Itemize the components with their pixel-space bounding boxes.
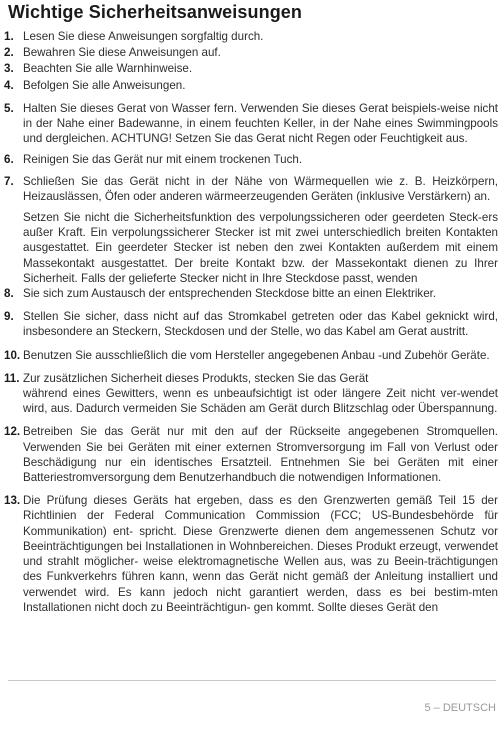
item-number: 3. <box>4 62 14 76</box>
list-item-continuation <box>4 386 498 416</box>
item-number: 9. <box>4 310 14 324</box>
item-number: 11. <box>4 371 20 385</box>
list-item <box>4 286 498 301</box>
item-text: Zur zusätzlichen Sicherheit dieses Produkts, stecken Sie das Gerät <box>23 371 369 385</box>
list-item-continuation <box>4 210 498 286</box>
list-item <box>4 493 498 615</box>
safety-instructions-list <box>4 29 498 615</box>
list-item <box>4 61 498 76</box>
list-item <box>4 424 498 485</box>
item-number: 8. <box>4 287 14 301</box>
list-item <box>4 348 498 363</box>
list-item <box>4 101 498 147</box>
item-text: Reinigen Sie das Gerät nur mit einem trockenen Tuch. <box>23 153 303 167</box>
item-number: 4. <box>4 78 14 92</box>
page-title: Wichtige Sicherheitsanweisungen <box>8 2 303 22</box>
item-text: Benutzen Sie ausschließlich die vom Hersteller angegebenen Anbau -und Zubehör Geräte. <box>23 348 490 362</box>
item-number: 12. <box>4 425 21 439</box>
list-item <box>4 45 498 60</box>
footer-divider <box>8 680 496 681</box>
list-item <box>4 78 498 93</box>
item-text: Die Prüfung dieses Geräts hat ergeben, dass es den Grenzwerten gemäß Teil 15 der Richtlinien der Federal Communication Commission (FCC; US-Bundesbehörde für Kommunikation) ent- spricht. Diese Grenzwerte dienen dem angemessenen Schutz vor Beeinträchtigungen bei Installationen in Wohnbereichen. Dieses Produkt erzeugt, verwendet und strahlt möglicher- weise elektromagnetische Wellen aus, was zu Beein-trächtigungen des Funkverkehrs führen kann, wenn das Gerät nicht gemäß der Anleitung installiert und verwendet wird. Es kann jedoch nicht garantiert werden, dass es bei bestim-mten Installationen nicht doch zu Beeinträchtigun- gen kommt. Sollte dieses Gerät den <box>23 494 498 614</box>
item-number: 13. <box>4 494 21 508</box>
list-item <box>4 152 498 167</box>
list-item <box>4 29 498 44</box>
item-number: 10. <box>4 348 21 362</box>
page-number-footer: 5 – DEUTSCH <box>424 702 496 714</box>
item-number: 5. <box>4 101 14 115</box>
item-number: 7. <box>4 174 14 188</box>
item-text: während eines Gewitters, wenn es unbeaufsichtigt ist oder längere Zeit nicht ver-wendet wird, aus. Dadurch vermeiden Sie Schäden am Gerät durch Blitzschlag oder Überspannung. <box>23 387 498 416</box>
item-number: 2. <box>4 46 14 60</box>
item-text: Bewahren Sie diese Anweisungen auf. <box>23 46 221 60</box>
item-text: Halten Sie dieses Gerat von Wasser fern. Verwenden Sie dieses Gerat beispiels-weise nicht in der Nahe einer Badewanne, in einem feuchten Keller, in der Nahe eines Swimmingpools und dergleichen. ACHTUNG! Setzen Sie das Gerat nicht Regen oder Feuchtigkeit aus. <box>23 101 498 146</box>
item-text: Stellen Sie sicher, dass nicht auf das Stromkabel getreten oder das Kabel geknickt wird, insbesondere an Steckern, Steckdosen und der Stelle, wo das Kabel am Gerat austritt. <box>23 310 498 339</box>
item-text: Setzen Sie nicht die Sicherheitsfunktion des verpolungssicheren oder geerdeten Steck-ers außer Kraft. Ein verpolungssicherer Stecker ist mit zwei unterschiedlich breiten Kontakten ausgestattet. Ein geerdeter Stecker ist neben den zwei Kontakten außerdem mit einem Massekontakt ausgestattet. Der breite Kontakt bzw. der Massekontakt dienen zu Ihrer Sicherheit. Falls der gelieferte Stecker nicht in Ihre Steckdose passt, wenden <box>23 211 498 285</box>
item-text: Lesen Sie diese Anweisungen sorgfaltig durch. <box>23 30 264 43</box>
item-text: Sie sich zum Austausch der entsprechenden Steckdose bitte an einen Elektriker. <box>23 287 437 301</box>
list-item <box>4 309 498 339</box>
item-text: Betreiben Sie das Gerät nur mit den auf der Rückseite angegebenen Stromquellen. Verwenden Sie bei Geräten mit einer externen Stromversorgung im Fall von Verlust oder Beschädigung nur ein identisches Ersatzteil. Entnehmen Sie bei Geräten mit einer Batteriestromversorgung dem Benutzerhandbuch die notwendigen Informationen. <box>23 425 498 485</box>
item-number: 1. <box>4 30 14 43</box>
list-item <box>4 174 498 204</box>
item-text: Beachten Sie alle Warnhinweise. <box>23 62 193 76</box>
item-text: Schließen Sie das Gerät nicht in der Nähe von Wärmequellen wie z. B. Heizkörpern, Heizauslässen, Öfen oder anderen wärmeerzeugenden Geräten (inklusive Verstärkern) an. <box>23 174 498 203</box>
item-text: Befolgen Sie alle Anweisungen. <box>23 78 186 92</box>
item-number: 6. <box>4 153 14 167</box>
list-item <box>4 371 498 386</box>
